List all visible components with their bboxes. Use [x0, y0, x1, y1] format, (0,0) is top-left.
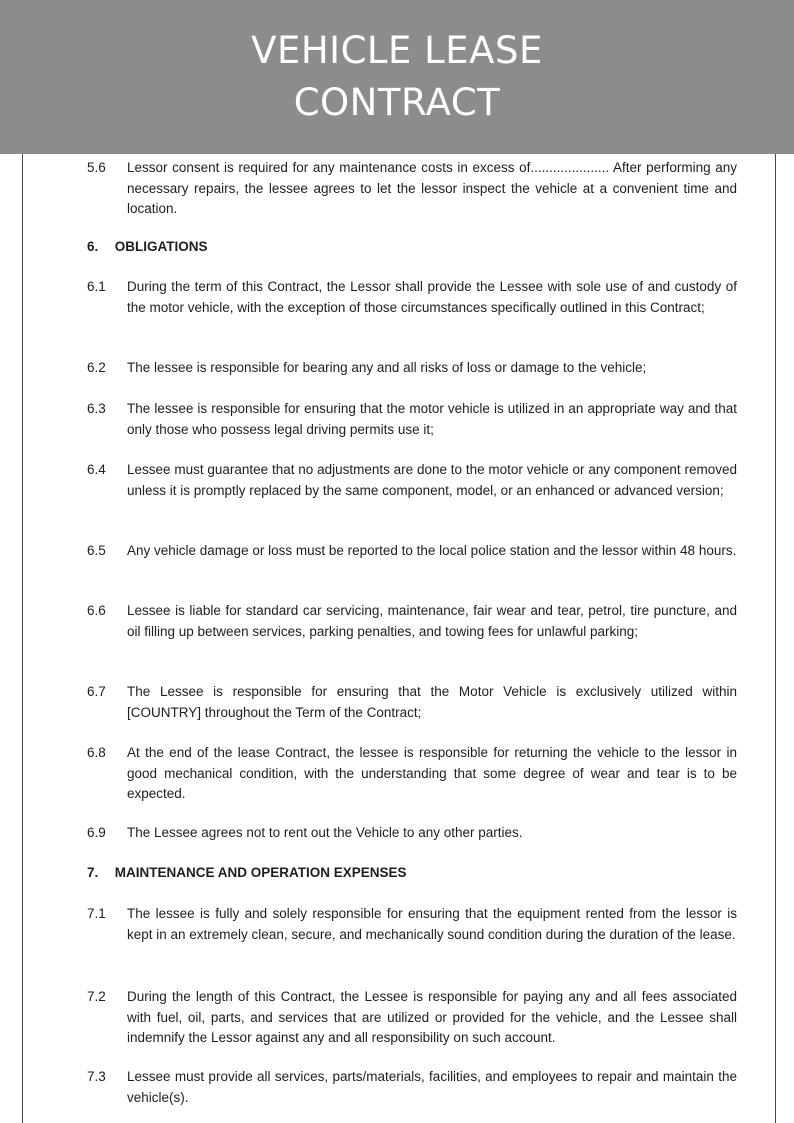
clause-number: 6.9: [87, 825, 106, 840]
clause-text: At the end of the lease Contract, the lessee is responsible for returning the vehicle to the lessor in good mechanical condition, with the understanding that some degree of wear and tear is to be expected.: [127, 745, 737, 801]
title-line-2: CONTRACT: [293, 81, 501, 124]
section-number: 6.: [87, 239, 99, 254]
section-title: MAINTENANCE AND OPERATION EXPENSES: [114, 865, 407, 880]
clause-number: 6.4: [87, 462, 106, 477]
clause-6-5: [87, 541, 737, 562]
clause-7-3: [87, 1067, 737, 1108]
clause-6-3: [87, 399, 737, 440]
section-title: OBLIGATIONS: [114, 239, 208, 254]
clause-7-1: [87, 904, 737, 945]
clause-text: The lessee is responsible for ensuring that the motor vehicle is utilized in an appropriate way and that only those who possess legal driving permits use it;: [127, 401, 737, 437]
title-line-1: VEHICLE LEASE: [251, 29, 543, 72]
clause-number: 6.6: [87, 603, 106, 618]
clause-text: Lessor consent is required for any maintenance costs in excess of..................... After performing any necessary repairs, the lessee agrees to let the lessor inspect the vehicle at a convenient time and location.: [127, 160, 737, 216]
title-banner: [0, 0, 794, 154]
clause-6-7: [87, 682, 737, 723]
clause-7-2: [87, 987, 737, 1049]
section-number: 7.: [87, 865, 99, 880]
section-heading-maintenance: [87, 863, 737, 884]
clause-text: Lessee is liable for standard car servicing, maintenance, fair wear and tear, petrol, tire puncture, and oil filling up between services, parking penalties, and towing fees for unlawful parking;: [127, 603, 737, 639]
clause-text: During the term of this Contract, the Lessor shall provide the Lessee with sole use of and custody of the motor vehicle, with the exception of those circumstances specifically outlined in this Contract;: [127, 279, 737, 315]
clause-number: 6.5: [87, 543, 106, 558]
clause-6-4: [87, 460, 737, 501]
clause-text: The lessee is fully and solely responsible for ensuring that the equipment rented from the lessor is kept in an extremely clean, secure, and mechanically sound condition during the duration of the lease.: [127, 906, 737, 942]
clause-6-9: [87, 823, 737, 844]
clause-text: Any vehicle damage or loss must be reported to the local police station and the lessor within 48 hours.: [127, 543, 737, 558]
clause-number: 7.2: [87, 989, 106, 1004]
clause-number: 6.3: [87, 401, 106, 416]
clause-text: The Lessee agrees not to rent out the Vehicle to any other parties.: [127, 825, 523, 840]
clause-text: During the length of this Contract, the Lessee is responsible for paying any and all fees associated with fuel, oil, parts, and services that are utilized or provided for the vehicle, and the Lessee shall indemnify the Lessor against any and all responsibility on such account.: [127, 989, 737, 1045]
clause-number: 6.1: [87, 279, 106, 294]
clause-6-1: [87, 277, 737, 318]
clause-number: 6.7: [87, 684, 106, 699]
clause-text: Lessee must provide all services, parts/materials, facilities, and employees to repair and maintain the vehicle(s).: [127, 1069, 737, 1105]
clause-number: 5.6: [87, 160, 106, 175]
document-page: [22, 154, 776, 1123]
clause-5-6: [87, 158, 737, 220]
clause-number: 7.3: [87, 1069, 106, 1084]
clause-6-6: [87, 601, 737, 642]
clause-number: 6.8: [87, 745, 106, 760]
clause-text: The Lessee is responsible for ensuring that the Motor Vehicle is exclusively utilized within [COUNTRY] throughout the Term of the Contract;: [127, 684, 737, 720]
clause-text: The lessee is responsible for bearing any and all risks of loss or damage to the vehicle;: [127, 360, 647, 375]
clause-6-2: [87, 358, 737, 379]
clause-number: 7.1: [87, 906, 106, 921]
clause-text: Lessee must guarantee that no adjustments are done to the motor vehicle or any component removed unless it is promptly replaced by the same component, model, or an enhanced or advanced version;: [127, 462, 737, 498]
section-heading-obligations: [87, 237, 737, 258]
clause-6-8: [87, 743, 737, 805]
clause-number: 6.2: [87, 360, 106, 375]
